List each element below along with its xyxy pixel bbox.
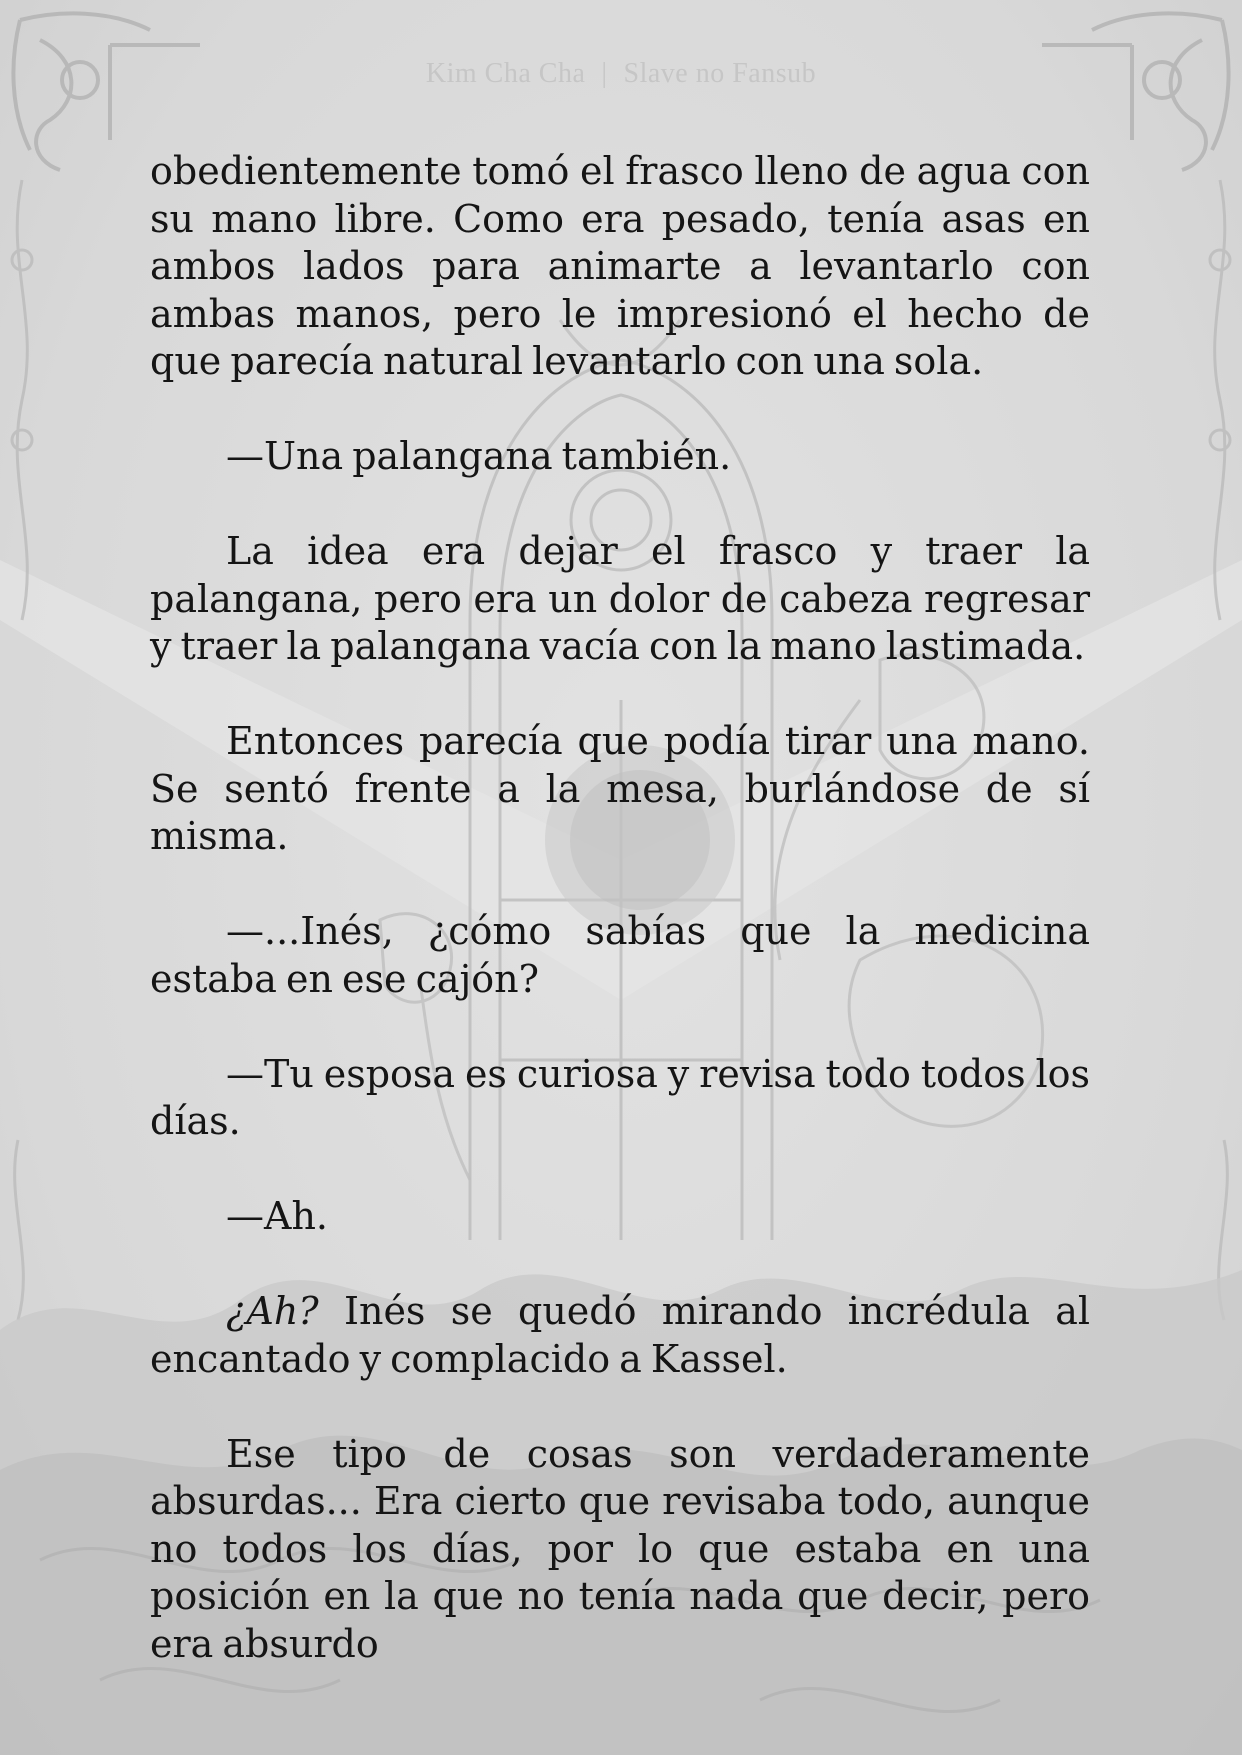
paragraph-8-text: Inés se quedó mirando incrédula al encantado y complacido a Kassel. — [150, 1289, 1090, 1381]
paragraph-2: —Una palangana también. — [226, 434, 732, 478]
watermark-header — [0, 58, 1242, 90]
body-text — [150, 148, 1090, 1668]
paragraph-8-italic: ¿Ah? — [226, 1289, 319, 1333]
paragraph-5: —...Inés, ¿cómo sabías que la medicina estaba en ese cajón? — [150, 909, 1090, 1001]
watermark-left-text: Kim Cha Cha — [425, 58, 586, 89]
paragraph-9: Ese tipo de cosas son verdaderamente absurdas... Era cierto que revisaba todo, aunque no todos los días, por lo que estaba en una posición en la que no tenía nada que decir, pero era absurdo — [150, 1431, 1090, 1666]
paragraph-4: Entonces parecía que podía tirar una mano. Se sentó frente a la mesa, burlándose de sí misma. — [150, 719, 1090, 858]
paragraph-7: —Ah. — [226, 1194, 328, 1238]
watermark-right-text: Slave no Fansub — [623, 58, 817, 89]
watermark-separator: | — [601, 58, 608, 89]
paragraph-3: La idea era dejar el frasco y traer la palangana, pero era un dolor de cabeza regresar y traer la palangana vacía con la mano lastimada. — [150, 529, 1090, 668]
paragraph-8 — [150, 1288, 1090, 1383]
paragraph-1: obedientemente tomó el frasco lleno de agua con su mano libre. Como era pesado, tenía asas en ambos lados para animarte a levantarlo con ambas manos, pero le impresionó el hecho de que parecía natural levantarlo con una sola. — [150, 149, 1090, 383]
paragraph-6: —Tu esposa es curiosa y revisa todo todos los días. — [150, 1051, 1090, 1143]
